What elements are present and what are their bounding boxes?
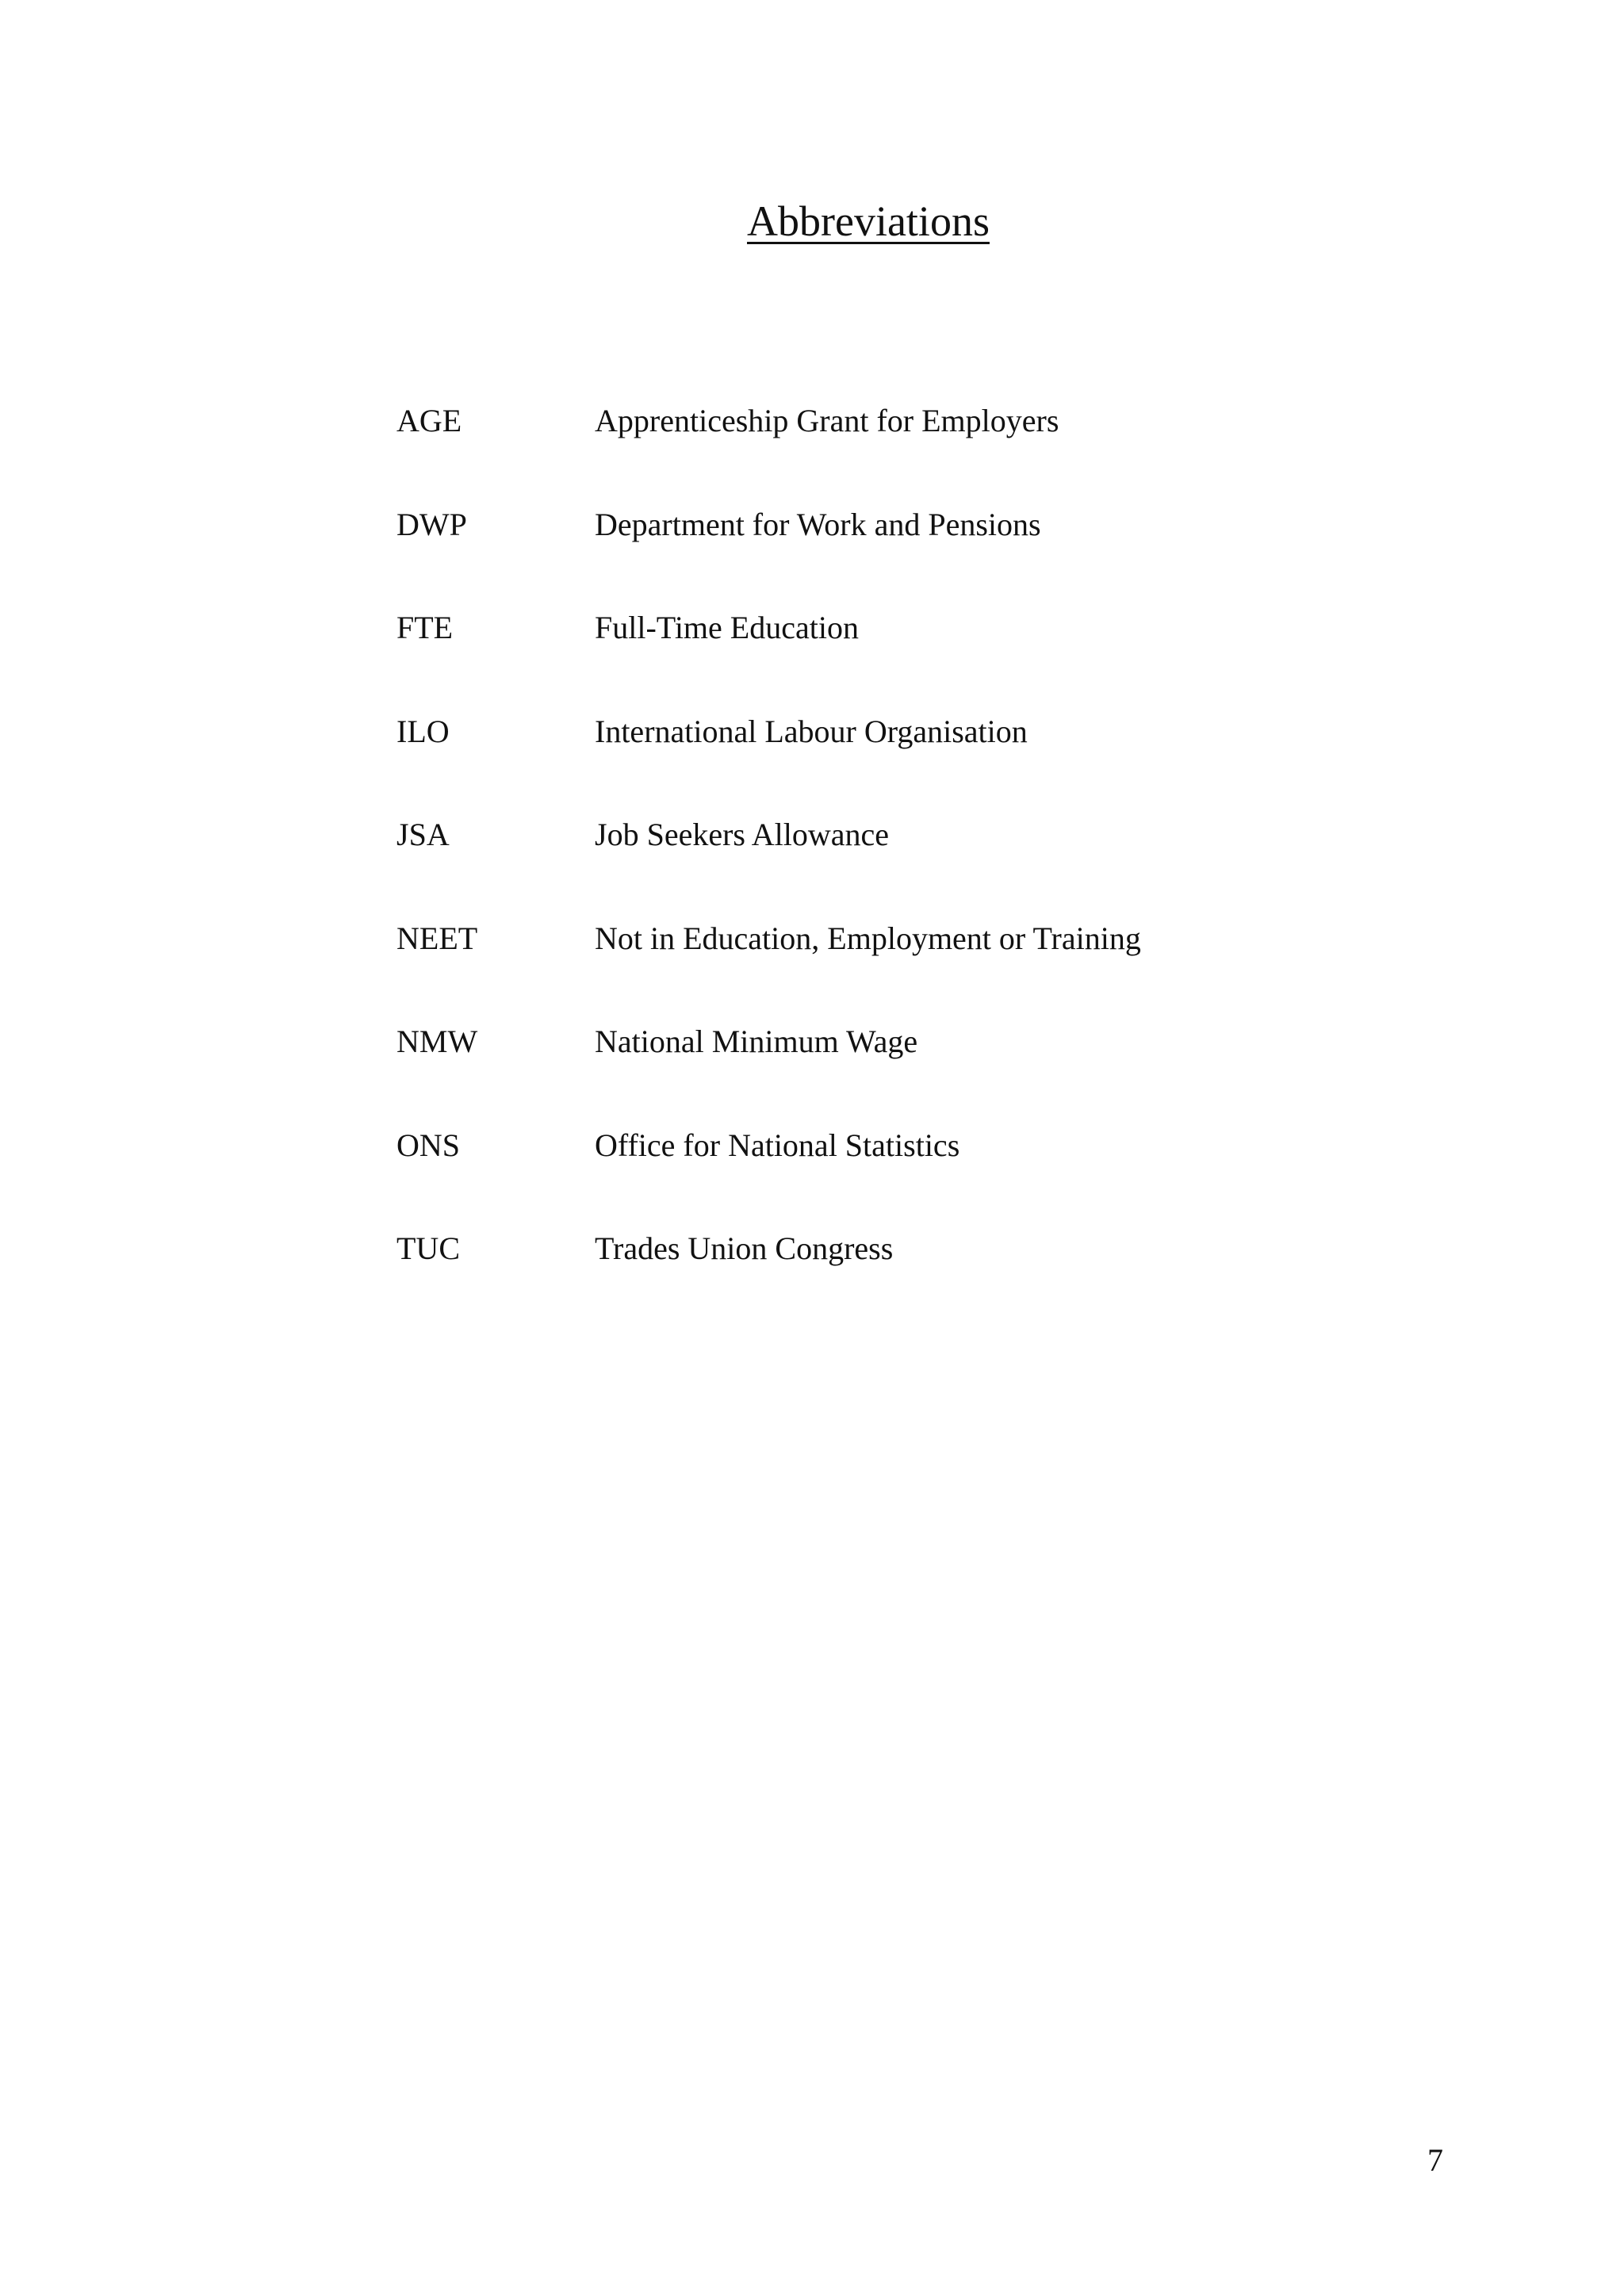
abbreviation-term: NMW [396, 1024, 478, 1059]
page-number: 7 [1427, 2142, 1443, 2178]
abbreviation-definition: Apprenticeship Grant for Employers [595, 403, 1059, 438]
abbreviation-definition: Not in Education, Employment or Training [595, 920, 1141, 956]
abbreviation-row [396, 911, 1348, 1015]
abbreviation-row [396, 1221, 1348, 1325]
page-title: Abbreviations [747, 197, 990, 245]
abbreviation-term: JSA [396, 817, 450, 852]
abbreviation-definition: Job Seekers Allowance [595, 817, 890, 852]
abbreviation-term: ILO [396, 713, 450, 749]
abbreviation-term: DWP [396, 506, 467, 542]
abbreviation-row [396, 600, 1348, 704]
abbreviation-definition: International Labour Organisation [595, 713, 1028, 749]
abbreviation-definition: Department for Work and Pensions [595, 506, 1041, 542]
abbreviation-row [396, 497, 1348, 601]
abbreviation-definition: Full-Time Education [595, 610, 859, 645]
abbreviation-row [396, 1118, 1348, 1222]
abbreviation-term: NEET [396, 920, 478, 956]
abbreviation-term: FTE [396, 610, 454, 645]
abbreviation-row [396, 1014, 1348, 1118]
abbreviation-term: AGE [396, 403, 462, 438]
abbreviation-definition: Office for National Statistics [595, 1127, 960, 1163]
abbreviation-row [396, 704, 1348, 808]
abbreviation-definition: National Minimum Wage [595, 1024, 918, 1059]
abbreviation-term: TUC [396, 1230, 460, 1266]
abbreviation-list [396, 393, 1348, 1325]
abbreviation-row [396, 393, 1348, 497]
abbreviation-row [396, 807, 1348, 911]
abbreviation-term: ONS [396, 1127, 461, 1163]
abbreviation-definition: Trades Union Congress [595, 1230, 894, 1266]
